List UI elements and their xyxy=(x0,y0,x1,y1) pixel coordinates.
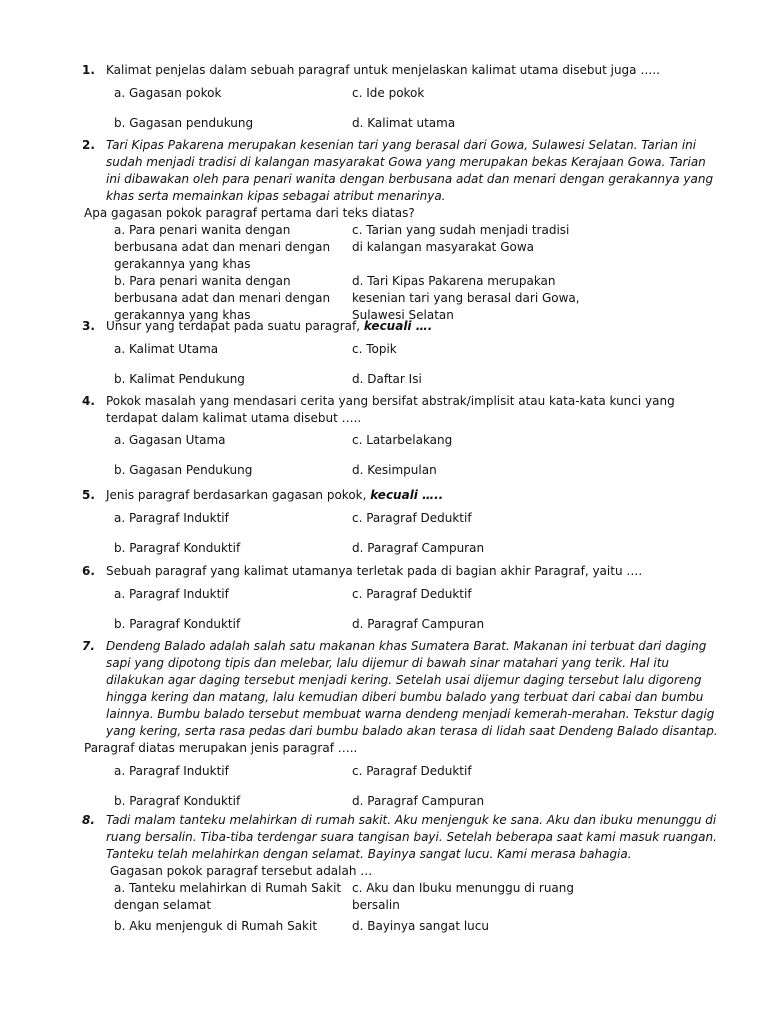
option-d: d. Paragraf Campuran xyxy=(352,617,485,631)
option-d: d. Paragraf Campuran xyxy=(352,541,485,555)
option-c: c. Paragraf Deduktif xyxy=(352,587,472,601)
question-stem: Tari Kipas Pakarena merupakan kesenian tari yang berasal dari Gowa, Sulawesi Selatan. Tarian ini sudah menjadi tradisi di kalangan masyarakat Gowa yang merupakan bekas Kerajaan Gowa. Tarian ini dibawakan oleh para penari wanita dengan berbusana adat dan menari dengan gerakannya yang khas serta memainkan kipas sebagai atribut menarinya. xyxy=(106,138,714,203)
option-a: a. Paragraf Induktif xyxy=(114,764,229,778)
option-d: d. Tari Kipas Pakarena merupakan kesenian tari yang berasal dari Gowa, Sulawesi Selatan xyxy=(352,274,580,322)
question-stem: Sebuah paragraf yang kalimat utamanya terletak pada di bagian akhir Paragraf, yaitu …. xyxy=(106,564,643,578)
option-c: c. Ide pokok xyxy=(352,86,425,100)
option-b: b. Paragraf Konduktif xyxy=(114,794,241,808)
question-stem: Dendeng Balado adalah salah satu makanan khas Sumatera Barat. Makanan ini terbuat dari daging sapi yang dipotong tipis dan melebar, lalu dijemur di bawah sinar matahari yang terik. Hal itu dilakukan agar daging tersebut menjadi kering. Setelah usai dijemur daging tersebut lalu digoreng hingga kering dan matang, lalu kemudian diberi bumbu balado yang terbuat dari cabai dan bumbu lainnya. Bumbu balado tersebut membuat warna dendeng menjadi kemerah-merahan. Tekstur dagig yang kering, serta rasa pedas dari bumbu balado akan terasa di lidah saat Dendeng Balado disantap. xyxy=(106,639,718,738)
option-b: b. Paragraf Konduktif xyxy=(114,541,241,555)
stem-text: Unsur yang terdapat pada suatu paragraf, xyxy=(106,319,364,333)
stem-text: Jenis paragraf berdasarkan gagasan pokok, xyxy=(106,488,371,502)
option-a: a. Tanteku melahirkan di Rumah Sakit dengan selamat xyxy=(114,881,342,912)
option-d: d. Kesimpulan xyxy=(352,463,437,477)
question-number: 7. xyxy=(82,639,95,653)
option-c: c. Tarian yang sudah menjadi tradisi di kalangan masyarakat Gowa xyxy=(352,223,570,254)
question-8 xyxy=(82,812,718,935)
question-number: 2. xyxy=(82,138,95,152)
question-stem: Pokok masalah yang mendasari cerita yang bersifat abstrak/implisit atau kata-kata kunci yang terdapat dalam kalimat utama disebut ….. xyxy=(106,394,675,425)
stem-emphasis: kecuali ….. xyxy=(370,488,444,502)
option-b: b. Kalimat Pendukung xyxy=(114,372,245,386)
option-a: a. Kalimat Utama xyxy=(114,342,219,356)
option-a: a. Gagasan Utama xyxy=(114,433,226,447)
question-5 xyxy=(82,487,718,557)
option-a: a. Paragraf Induktif xyxy=(114,587,229,601)
stem-emphasis: kecuali …. xyxy=(363,319,433,333)
option-c: c. Paragraf Deduktif xyxy=(352,764,472,778)
option-c: c. Latarbelakang xyxy=(352,433,453,447)
question-number: 6. xyxy=(82,564,95,578)
option-a: a. Paragraf Induktif xyxy=(114,511,229,525)
option-b: b. Gagasan Pendukung xyxy=(114,463,253,477)
option-c: c. Topik xyxy=(352,342,397,356)
question-number: 1. xyxy=(82,63,95,77)
option-c: c. Aku dan Ibuku menunggu di ruang bersalin xyxy=(352,881,575,912)
option-b: b. Aku menjenguk di Rumah Sakit xyxy=(114,919,318,933)
question-7 xyxy=(82,638,718,810)
option-d: d. Kalimat utama xyxy=(352,116,456,130)
question-prompt: Apa gagasan pokok paragraf pertama dari teks diatas? xyxy=(84,206,415,220)
option-d: d. Daftar Isi xyxy=(352,372,422,386)
option-b: b. Paragraf Konduktif xyxy=(114,617,241,631)
option-c: c. Paragraf Deduktif xyxy=(352,511,472,525)
question-stem: Tadi malam tanteku melahirkan di rumah sakit. Aku menjenguk ke sana. Aku dan ibuku menunggu di ruang bersalin. Tiba-tiba terdengar suara tangisan bayi. Setelah beberapa saat kami masuk ruangan. Tanteku telah melahirkan dengan selamat. Bayinya sangat lucu. Kami merasa bahagia. xyxy=(106,813,717,861)
question-3 xyxy=(82,318,718,388)
question-2 xyxy=(82,137,718,324)
question-stem xyxy=(106,487,718,504)
option-b: b. Gagasan pendukung xyxy=(114,116,254,130)
question-prompt: Paragraf diatas merupakan jenis paragraf ….. xyxy=(84,741,358,755)
option-a: a. Para penari wanita dengan berbusana adat dan menari dengan gerakannya yang khas xyxy=(114,223,331,271)
question-6 xyxy=(82,563,718,633)
option-b: b. Para penari wanita dengan berbusana adat dan menari dengan gerakannya yang khas xyxy=(114,274,331,322)
question-4 xyxy=(82,393,718,479)
option-a: a. Gagasan pokok xyxy=(114,86,222,100)
option-d: d. Bayinya sangat lucu xyxy=(352,919,489,933)
question-1 xyxy=(82,62,718,132)
question-number: 5. xyxy=(82,488,95,502)
question-stem xyxy=(106,318,718,335)
question-stem: Kalimat penjelas dalam sebuah paragraf untuk menjelaskan kalimat utama disebut juga ….. xyxy=(106,63,660,77)
question-number: 3. xyxy=(82,319,95,333)
question-number: 8. xyxy=(82,813,95,827)
option-d: d. Paragraf Campuran xyxy=(352,794,485,808)
question-prompt: Gagasan pokok paragraf tersebut adalah … xyxy=(110,864,373,878)
question-number: 4. xyxy=(82,394,95,408)
